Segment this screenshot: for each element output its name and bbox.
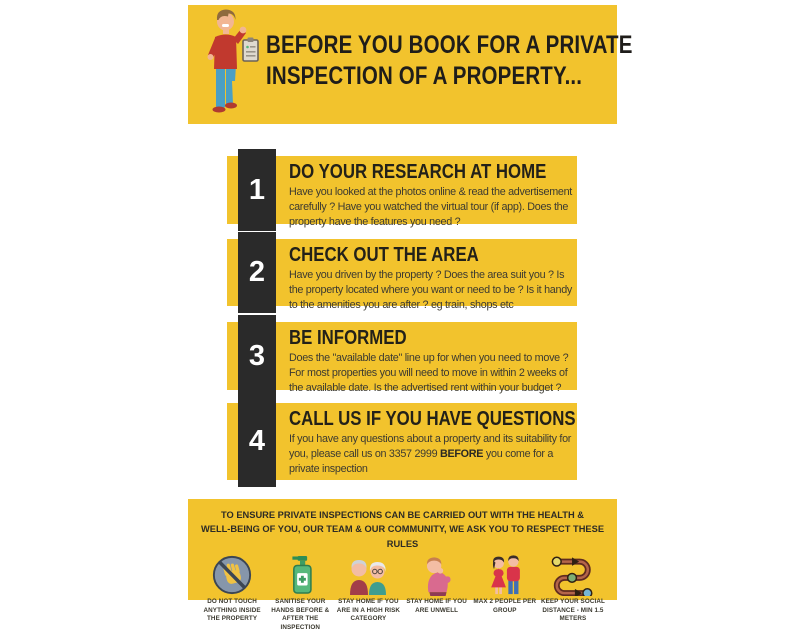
step-4-questions: [227, 403, 577, 480]
poster-title: [266, 30, 633, 91]
step-2-number: 2: [238, 232, 276, 313]
unwell-person-icon: [415, 554, 459, 596]
step-1-content: [289, 156, 577, 229]
step-4-heading: CALL US IF YOU HAVE QUESTIONS: [289, 408, 576, 430]
rule-unwell-caption: STAY HOME IF YOU ARE UNWELL: [406, 598, 467, 614]
footer-notice: [188, 499, 617, 551]
poster-title-line-2: INSPECTION OF A PROPERTY...: [266, 61, 583, 90]
step-4-body-emphasis: BEFORE: [439, 448, 484, 461]
step-2-heading: CHECK OUT THE AREA: [289, 244, 479, 266]
elderly-couple-icon: [342, 554, 394, 596]
rule-sanitise-caption: SANITISE YOUR HANDS BEFORE & AFTER THE INSPECTION: [271, 598, 330, 631]
rule-distance-caption: KEEP YOUR SOCIAL DISTANCE - MIN 1.5 METERS: [540, 598, 605, 623]
rule-unwell: [403, 554, 471, 632]
rule-no-touch-caption: DO NOT TOUCH ANYTHING INSIDE THE PROPERTY: [203, 598, 261, 623]
step-3-content: [289, 322, 577, 395]
step-3-number: 3: [238, 315, 276, 397]
step-4-body: [289, 432, 579, 476]
rule-high-risk-caption: STAY HOME IF YOU ARE IN A HIGH RISK CATEGORY: [336, 598, 401, 623]
step-1-number: 1: [238, 149, 276, 231]
rule-distance: [539, 554, 607, 632]
social-distance-icon: [548, 554, 598, 596]
step-1-heading: DO YOUR RESEARCH AT HOME: [289, 161, 547, 183]
sanitiser-icon: [281, 554, 319, 596]
step-2-content: [289, 239, 577, 312]
step-4-body-start: If you have any questions about a property and its suitability for you, please call us on 3357 2999: [289, 433, 572, 461]
two-people-icon: [483, 554, 527, 596]
rule-no-touch: [198, 554, 266, 632]
rule-sanitise: [266, 554, 334, 632]
poster-title-line-1: BEFORE YOU BOOK FOR A PRIVATE: [266, 31, 633, 59]
step-4-body-end: you come for a private inspection: [289, 448, 554, 475]
step-3-body: Does the "available date" line up for when you need to move ? For most properties you will need to move in within 2 weeks of the available date. Is the advertised rent within your budget ?: [289, 352, 569, 394]
rule-high-risk: [334, 554, 402, 632]
step-4-content: [289, 403, 577, 476]
no-touch-icon: [210, 554, 254, 596]
rule-max-two: [471, 554, 539, 632]
step-2-body: Have you driven by the property ? Does the area suit you ? Is the property located where you want or need to be ? Is it handy to the amenities you are after ? eg train, shops etc: [289, 269, 573, 311]
footer-notice-line-1: TO ENSURE PRIVATE INSPECTIONS CAN BE CARRIED OUT WITH THE HEALTH &: [221, 510, 584, 520]
header-banner: [188, 5, 633, 124]
step-1-body: Have you looked at the photos online & read the advertisement carefully ? Have you watched the virtual tour (if app). Does the property have the features you need ?: [289, 186, 573, 228]
step-2-area: [227, 239, 577, 311]
step-1-research: [227, 156, 577, 228]
covid-rules-footer: [188, 499, 617, 631]
rule-max-two-caption: MAX 2 PEOPLE PER GROUP: [473, 598, 537, 614]
step-3-heading: BE INFORMED: [289, 327, 407, 349]
man-with-clipboard-illustration: [192, 7, 264, 121]
footer-notice-line-2: WELL-BEING OF YOU, OUR TEAM & OUR COMMUNITY, WE ASK YOU TO RESPECT THESE RULES: [200, 524, 605, 549]
step-3-informed: [227, 322, 577, 394]
step-4-number: 4: [238, 396, 276, 487]
rules-row: [188, 551, 617, 632]
